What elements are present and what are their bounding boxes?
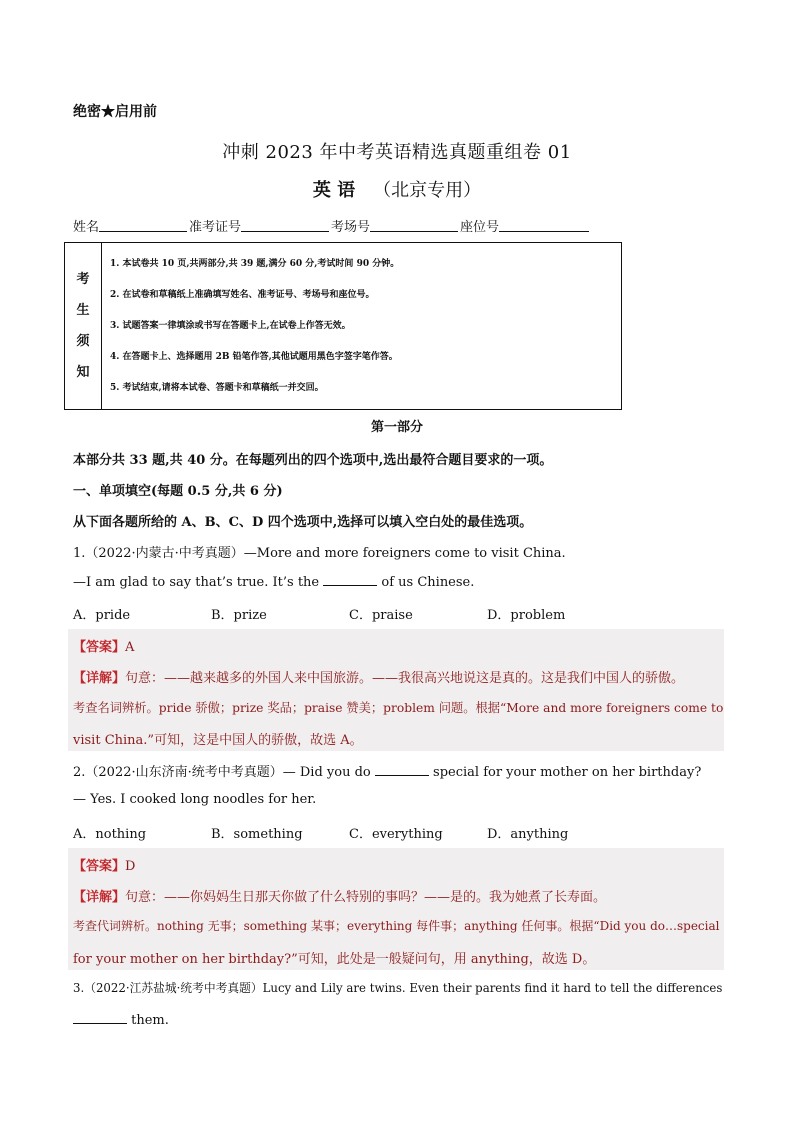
seat-number-label: 座位号: [460, 220, 500, 235]
question-1-line1: 1.（2022·内蒙古·中考真题）—More and more foreigners come to visit China.: [73, 546, 566, 561]
ticket-number-label: 准考证号: [189, 220, 242, 235]
option-c: C．everything: [349, 827, 443, 842]
notice-item: 4. 在答题卡上、选择题用 2B 铅笔作答,其他试题用黑色字签字笔作答。: [110, 352, 398, 362]
part-title: 第一部分: [370, 420, 423, 435]
detail-2-line1: 【详解】句意：——你妈妈生日那天你做了什么特别的事吗？——是的。我为她煮了长寿面。: [73, 890, 607, 905]
blank: [375, 763, 429, 776]
question-2-line1: 2.（2022·山东济南·统考中考真题）— Did you do special for your mother on her birthday?: [73, 765, 702, 780]
part-intro: 本部分共 33 题,共 40 分。在每题列出的四个选项中,选出最符合题目要求的一项。: [73, 453, 553, 468]
notice-label: 考 生 须 知: [65, 243, 102, 409]
ticket-number-field[interactable]: [241, 216, 329, 232]
exam-room-field[interactable]: [370, 216, 458, 232]
section-instruction: 从下面各题所给的 A、B、C、D 四个选项中,选择可以填入空白处的最佳选项。: [73, 515, 533, 530]
page-title: 冲刺 2023 年中考英语精选真题重组卷 01: [222, 142, 572, 163]
question-2-line2: — Yes. I cooked long noodles for her.: [73, 792, 317, 807]
exam-room-label: 考场号: [331, 220, 371, 235]
candidate-notice-box: [64, 242, 622, 410]
notice-item: 2. 在试卷和草稿纸上准确填写姓名、准考证号、考场号和座位号。: [110, 290, 375, 300]
option-a: A．pride: [73, 608, 131, 623]
answer-1: 【答案】A: [73, 640, 135, 655]
option-a: A．nothing: [73, 827, 147, 842]
option-d: D．problem: [487, 608, 566, 623]
detail-1-line2: 考查名词辨析。pride 骄傲；prize 奖品；praise 赞美；problem 问题。根据“More and more foreigners come to: [73, 701, 724, 715]
question-3-line1: 3.（2022·江苏盐城·统考中考真题）Lucy and Lily are twins. Even their parents find it hard to tell the differences: [73, 981, 723, 995]
name-field[interactable]: [99, 216, 187, 232]
seat-number-field[interactable]: [499, 216, 589, 232]
section-title: 一、单项填空(每题 0.5 分,共 6 分): [73, 484, 283, 499]
confidential-label: 绝密★启用前: [73, 104, 157, 120]
subject-title: [0, 176, 794, 202]
notice-list: [102, 243, 621, 409]
blank: [323, 573, 377, 586]
option-d: D．anything: [487, 827, 569, 842]
subject-name: 英 语: [312, 180, 356, 201]
subject-note: （北京专用）: [373, 180, 482, 201]
notice-item: 1. 本试卷共 10 页,共两部分,共 39 题,满分 60 分,考试时间 90 分钟。: [110, 259, 400, 269]
detail-1-line3: visit China.”可知，这是中国人的骄傲，故选 A。: [73, 733, 363, 748]
question-3-line2: them.: [73, 1011, 169, 1028]
candidate-info-line: [73, 216, 591, 235]
detail-2-line2: 考查代词辨析。nothing 无事；something 某事；everything 每件事；anything 任何事。根据“Did you do…special: [73, 919, 720, 933]
option-b: B．something: [211, 827, 303, 842]
name-label: 姓名: [73, 220, 100, 235]
blank: [73, 1011, 127, 1024]
question-1-line2: —I am glad to say that’s true. It’s the of us Chinese.: [73, 575, 475, 590]
detail-1-line1: 【详解】句意：——越来越多的外国人来中国旅游。——我很高兴地说这是真的。这是我们中国人的骄傲。: [73, 671, 685, 686]
option-c: C．praise: [349, 608, 413, 623]
notice-item: 5. 考试结束,请将本试卷、答题卡和草稿纸一并交回。: [110, 383, 324, 393]
notice-item: 3. 试题答案一律填涂或书写在答题卡上,在试卷上作答无效。: [110, 321, 351, 331]
option-b: B．prize: [211, 608, 267, 623]
detail-2-line3: for your mother on her birthday?”可知，此处是一般疑问句，用 anything，故选 D。: [73, 952, 596, 967]
answer-2: 【答案】D: [73, 859, 136, 874]
